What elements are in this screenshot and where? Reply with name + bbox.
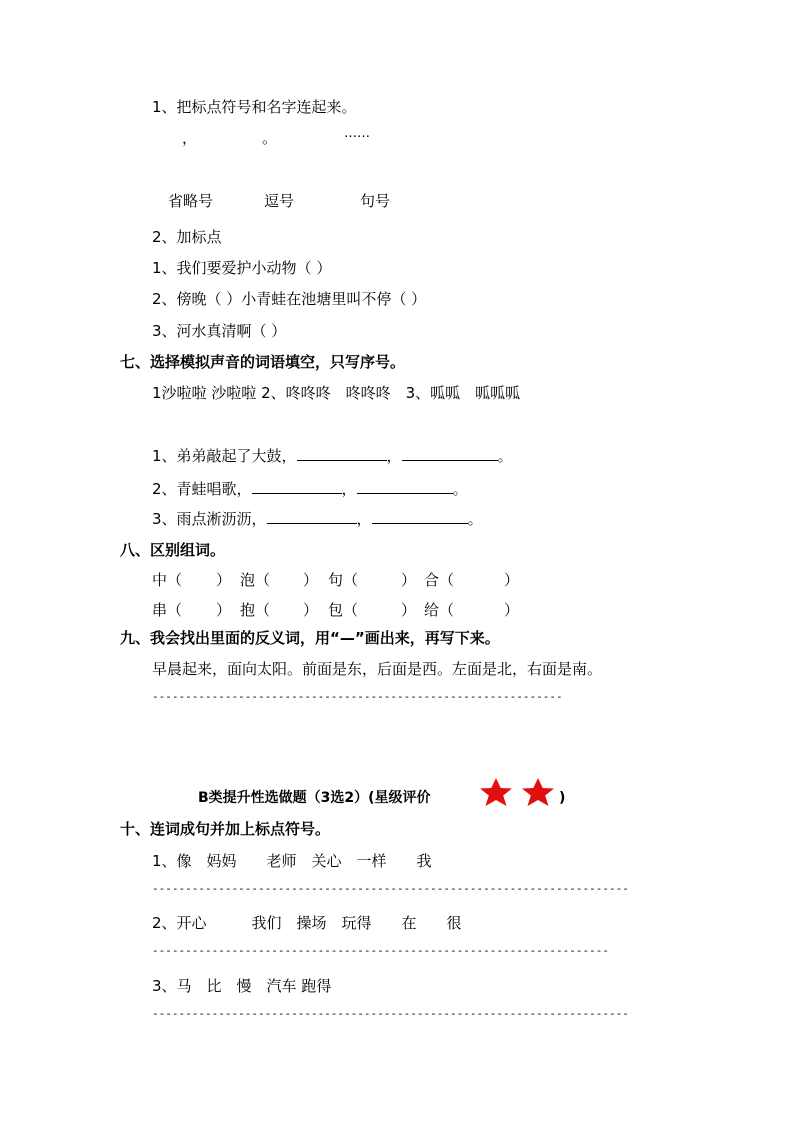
- char-pao: 泡（: [240, 571, 271, 589]
- item-sep: ，: [386, 447, 402, 465]
- star-icon: [476, 777, 516, 807]
- section7-title: 七、选择模拟声音的词语填空，只写序号。: [120, 353, 406, 371]
- answer-dashed-line[interactable]: ------------------------------------------------------------------------: [152, 882, 629, 895]
- section10-title: 十、连词成句并加上标点符号。: [120, 820, 331, 838]
- char-bao2: 包（: [328, 601, 359, 619]
- close-paren: ）: [216, 601, 232, 619]
- add-punct-item-3: 3、河水真清啊（ ）: [152, 322, 287, 340]
- section9-title: 九、我会找出里面的反义词，用“—”画出来，再写下来。: [120, 629, 500, 647]
- add-punct-item-2: 2、傍晚（ ）小青蛙在池塘里叫不停（ ）: [152, 290, 427, 308]
- char-bao: 抱（: [240, 601, 271, 619]
- answer-dashed-line[interactable]: --------------------------------------------------------------: [152, 690, 563, 703]
- char-chuan: 串（: [152, 601, 183, 619]
- close-paren: ）: [401, 571, 417, 589]
- close-paren: ）: [504, 601, 520, 619]
- section7-item-1: [152, 446, 513, 466]
- symbol-period: 。: [262, 129, 278, 147]
- item-lead: 3、雨点淅沥沥，: [152, 510, 267, 528]
- section10-words-3: 3、马 比 慢 汽车 跑得: [152, 977, 332, 995]
- item-sep: ，: [341, 480, 357, 498]
- char-ju: 句（: [328, 571, 359, 589]
- answer-blank[interactable]: [357, 479, 453, 494]
- section9-text: 早晨起来，面向太阳。前面是东，后面是西。左面是北，右面是南。: [152, 660, 603, 678]
- section10-words-2: 2、开心 我们 操场 玩得 在 很: [152, 914, 462, 932]
- item-end: 。: [467, 510, 483, 528]
- close-paren: ）: [401, 601, 417, 619]
- section10-words-1: 1、像 妈妈 老师 关心 一样 我: [152, 852, 432, 870]
- item-sep: ，: [356, 510, 372, 528]
- symbol-ellipsis: ……: [344, 126, 370, 141]
- answer-blank[interactable]: [402, 446, 498, 461]
- close-paren: ）: [303, 571, 319, 589]
- item-end: 。: [452, 480, 468, 498]
- name-ellipsis: 省略号: [168, 192, 214, 210]
- close-paren: ）: [216, 571, 232, 589]
- close-paren: ）: [303, 601, 319, 619]
- name-period: 句号: [360, 192, 391, 210]
- char-he: 合（: [424, 571, 455, 589]
- section7-item-3: [152, 509, 483, 529]
- bclass-title: B类提升性选做题（3选2）(星级评价: [198, 790, 431, 806]
- add-punct-item-1: 1、我们要爱护小动物（ ）: [152, 259, 332, 277]
- symbol-comma: ，: [182, 129, 198, 147]
- item-lead: 1、弟弟敲起了大鼓，: [152, 447, 297, 465]
- add-punct-title: 2、加标点: [152, 228, 222, 246]
- section7-options: 1沙啦啦 沙啦啦 2、咚咚咚 咚咚咚 3、呱呱 呱呱呱: [152, 384, 521, 402]
- answer-blank[interactable]: [252, 479, 342, 494]
- connect-question-title: 1、把标点符号和名字连起来。: [152, 98, 357, 116]
- name-comma: 逗号: [264, 192, 295, 210]
- char-gei: 给（: [424, 601, 455, 619]
- section7-item-2: [152, 479, 468, 499]
- item-end: 。: [497, 447, 513, 465]
- item-lead: 2、青蛙唱歌，: [152, 480, 252, 498]
- answer-blank[interactable]: [372, 509, 468, 524]
- char-zhong: 中（: [152, 571, 183, 589]
- answer-dashed-line[interactable]: ------------------------------------------------------------------------: [152, 1007, 629, 1020]
- close-paren: ）: [504, 571, 520, 589]
- star-icon: [518, 777, 558, 807]
- answer-blank[interactable]: [267, 509, 357, 524]
- answer-blank[interactable]: [297, 446, 387, 461]
- answer-dashed-line[interactable]: ---------------------------------------------------------------------: [152, 944, 609, 957]
- bclass-close-paren: ): [559, 790, 566, 806]
- section8-title: 八、区别组词。: [120, 541, 226, 559]
